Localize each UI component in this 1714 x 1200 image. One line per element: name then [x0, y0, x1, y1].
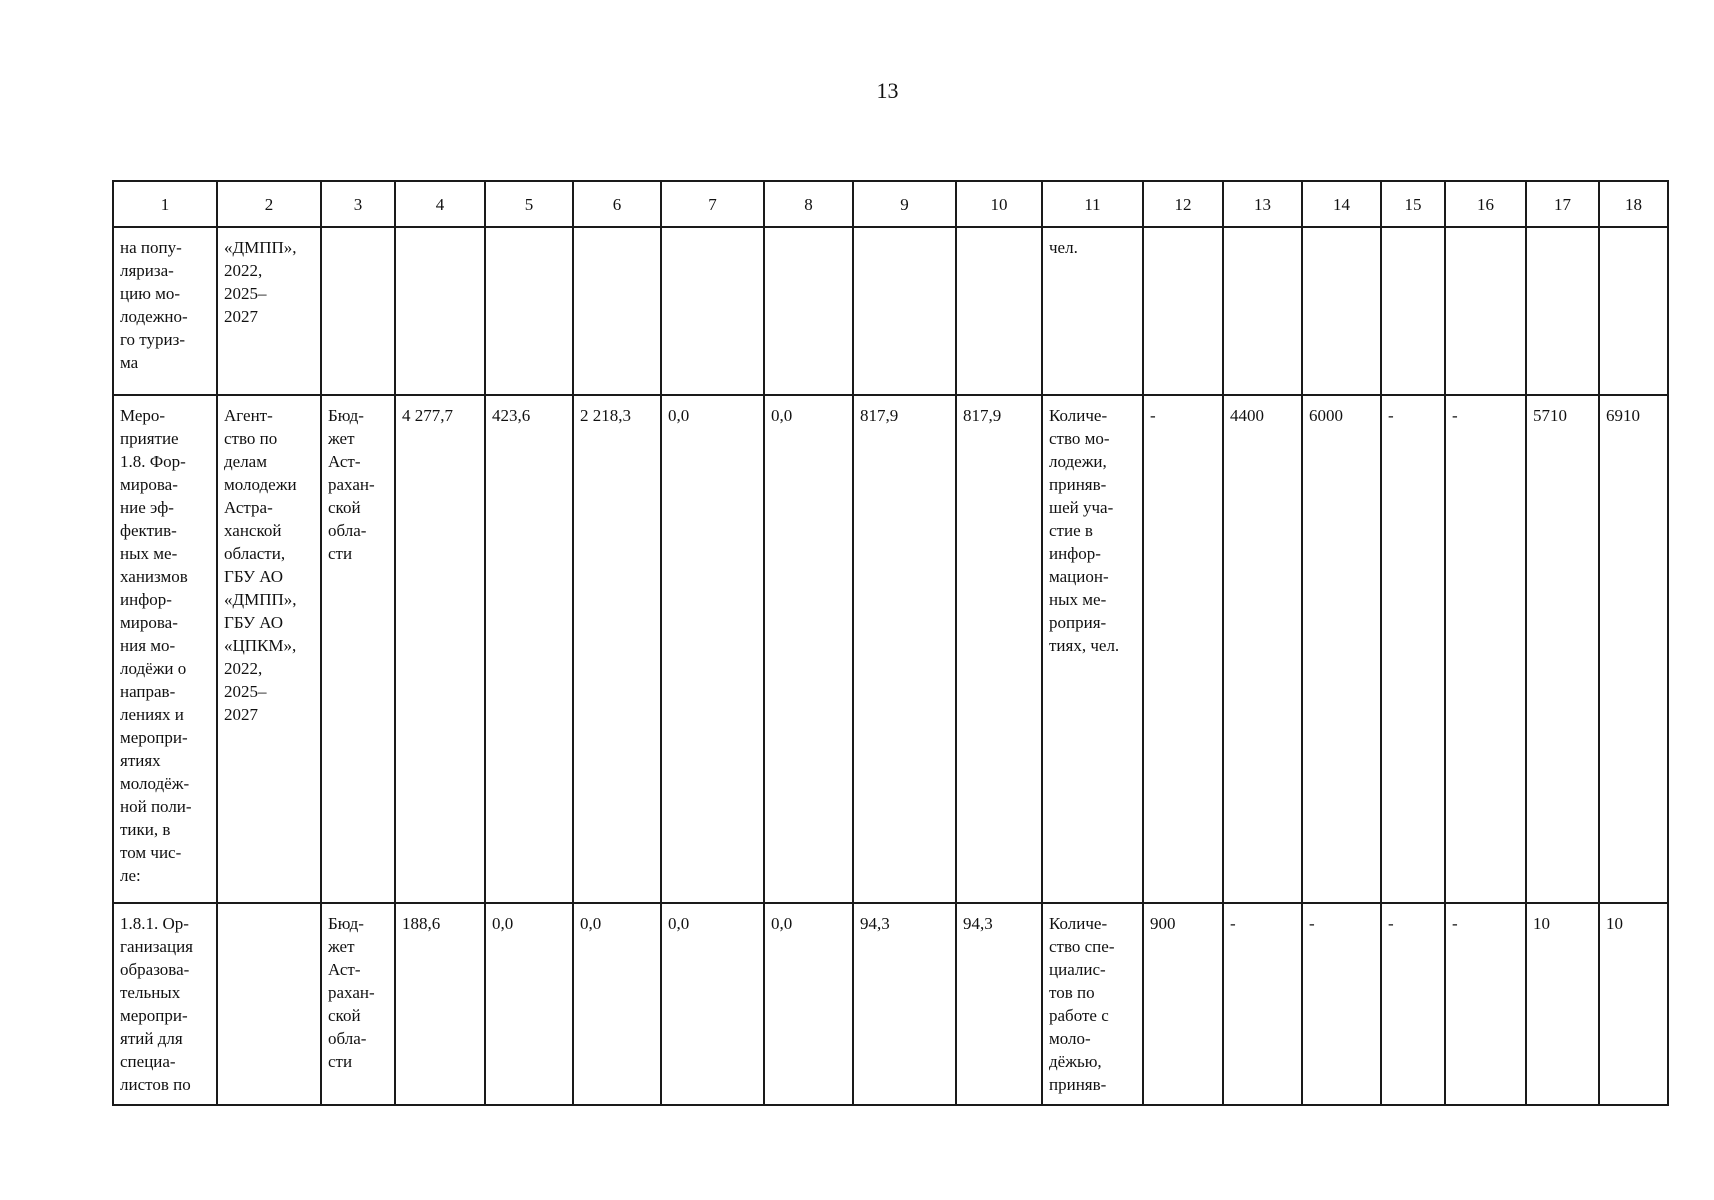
indicator-value-cell [1526, 227, 1599, 395]
measure-name-cell: Меро- приятие 1.8. Фор- мирова- ние эф- фектив- ных ме- ханизмов инфор- мирова- ния мо- лодёжи о направ- лениях и меропри- ятиях молодёж- ной поли- тики, в том чис- ле: [113, 395, 217, 903]
indicator-value-cell: 6000 [1302, 395, 1381, 903]
header-cell: 10 [956, 181, 1042, 227]
indicator-value-cell [1381, 227, 1445, 395]
indicator-value-cell [1445, 227, 1526, 395]
value-cell [853, 227, 956, 395]
header-cell: 18 [1599, 181, 1668, 227]
indicator-value-cell: - [1445, 395, 1526, 903]
header-cell: 9 [853, 181, 956, 227]
header-cell: 11 [1042, 181, 1143, 227]
value-cell: 188,6 [395, 903, 485, 1105]
executor-cell: «ДМПП», 2022, 2025– 2027 [217, 227, 321, 395]
value-cell: 0,0 [661, 395, 764, 903]
header-cell: 4 [395, 181, 485, 227]
indicator-value-cell: - [1381, 395, 1445, 903]
indicator-value-cell: - [1223, 903, 1302, 1105]
value-cell: 817,9 [853, 395, 956, 903]
value-cell: 94,3 [853, 903, 956, 1105]
indicator-value-cell: - [1143, 395, 1223, 903]
measure-name-cell: 1.8.1. Ор- ганизация образова- тельных меропри- ятий для специа- листов по [113, 903, 217, 1105]
value-cell: 0,0 [661, 903, 764, 1105]
executor-cell: Агент- ство по делам молодежи Астра- ханской области, ГБУ АО «ДМПП», ГБУ АО «ЦПКМ», 2022, 2025– 2027 [217, 395, 321, 903]
header-cell: 1 [113, 181, 217, 227]
source-cell: Бюд- жет Аст- рахан- ской обла- сти [321, 395, 395, 903]
executor-cell [217, 903, 321, 1105]
value-cell: 4 277,7 [395, 395, 485, 903]
value-cell [573, 227, 661, 395]
value-cell: 0,0 [764, 395, 853, 903]
value-cell [956, 227, 1042, 395]
value-cell: 0,0 [573, 903, 661, 1105]
indicator-value-cell: - [1302, 903, 1381, 1105]
value-cell [661, 227, 764, 395]
value-cell [764, 227, 853, 395]
table-row-measure-1-8-1 [113, 903, 1668, 1105]
indicator-value-cell: 5710 [1526, 395, 1599, 903]
indicator-cell: Количе- ство спе- циалис- тов по работе с моло- дёжью, приняв- [1042, 903, 1143, 1105]
table-row-continuation [113, 227, 1668, 395]
header-cell: 2 [217, 181, 321, 227]
indicator-value-cell: 900 [1143, 903, 1223, 1105]
measure-name-cell: на попу- ляриза- цию мо- лодежно- го туриз- ма [113, 227, 217, 395]
header-cell: 12 [1143, 181, 1223, 227]
indicator-value-cell: 10 [1526, 903, 1599, 1105]
indicator-value-cell: 6910 [1599, 395, 1668, 903]
indicator-value-cell [1599, 227, 1668, 395]
value-cell: 0,0 [485, 903, 573, 1105]
indicator-value-cell [1143, 227, 1223, 395]
value-cell [395, 227, 485, 395]
value-cell: 423,6 [485, 395, 573, 903]
indicator-cell: чел. [1042, 227, 1143, 395]
header-cell: 5 [485, 181, 573, 227]
value-cell: 0,0 [764, 903, 853, 1105]
indicator-value-cell [1302, 227, 1381, 395]
header-cell: 17 [1526, 181, 1599, 227]
header-row [113, 181, 1668, 227]
value-cell: 94,3 [956, 903, 1042, 1105]
value-cell: 2 218,3 [573, 395, 661, 903]
header-cell: 16 [1445, 181, 1526, 227]
source-cell [321, 227, 395, 395]
header-cell: 6 [573, 181, 661, 227]
value-cell [485, 227, 573, 395]
value-cell: 817,9 [956, 395, 1042, 903]
indicator-value-cell: 10 [1599, 903, 1668, 1105]
indicator-value-cell: 4400 [1223, 395, 1302, 903]
indicator-value-cell: - [1445, 903, 1526, 1105]
indicator-cell: Количе- ство мо- лодежи, приняв- шей уча- стие в инфор- мацион- ных ме- роприя- тиях, чел. [1042, 395, 1143, 903]
indicator-value-cell: - [1381, 903, 1445, 1105]
header-cell: 7 [661, 181, 764, 227]
header-cell: 15 [1381, 181, 1445, 227]
header-cell: 13 [1223, 181, 1302, 227]
table-row-measure-1-8 [113, 395, 1668, 903]
header-cell: 14 [1302, 181, 1381, 227]
header-cell: 3 [321, 181, 395, 227]
header-cell: 8 [764, 181, 853, 227]
page-number: 13 [876, 78, 899, 103]
source-cell: Бюд- жет Аст- рахан- ской обла- сти [321, 903, 395, 1105]
budget-table [112, 180, 1669, 1106]
indicator-value-cell [1223, 227, 1302, 395]
